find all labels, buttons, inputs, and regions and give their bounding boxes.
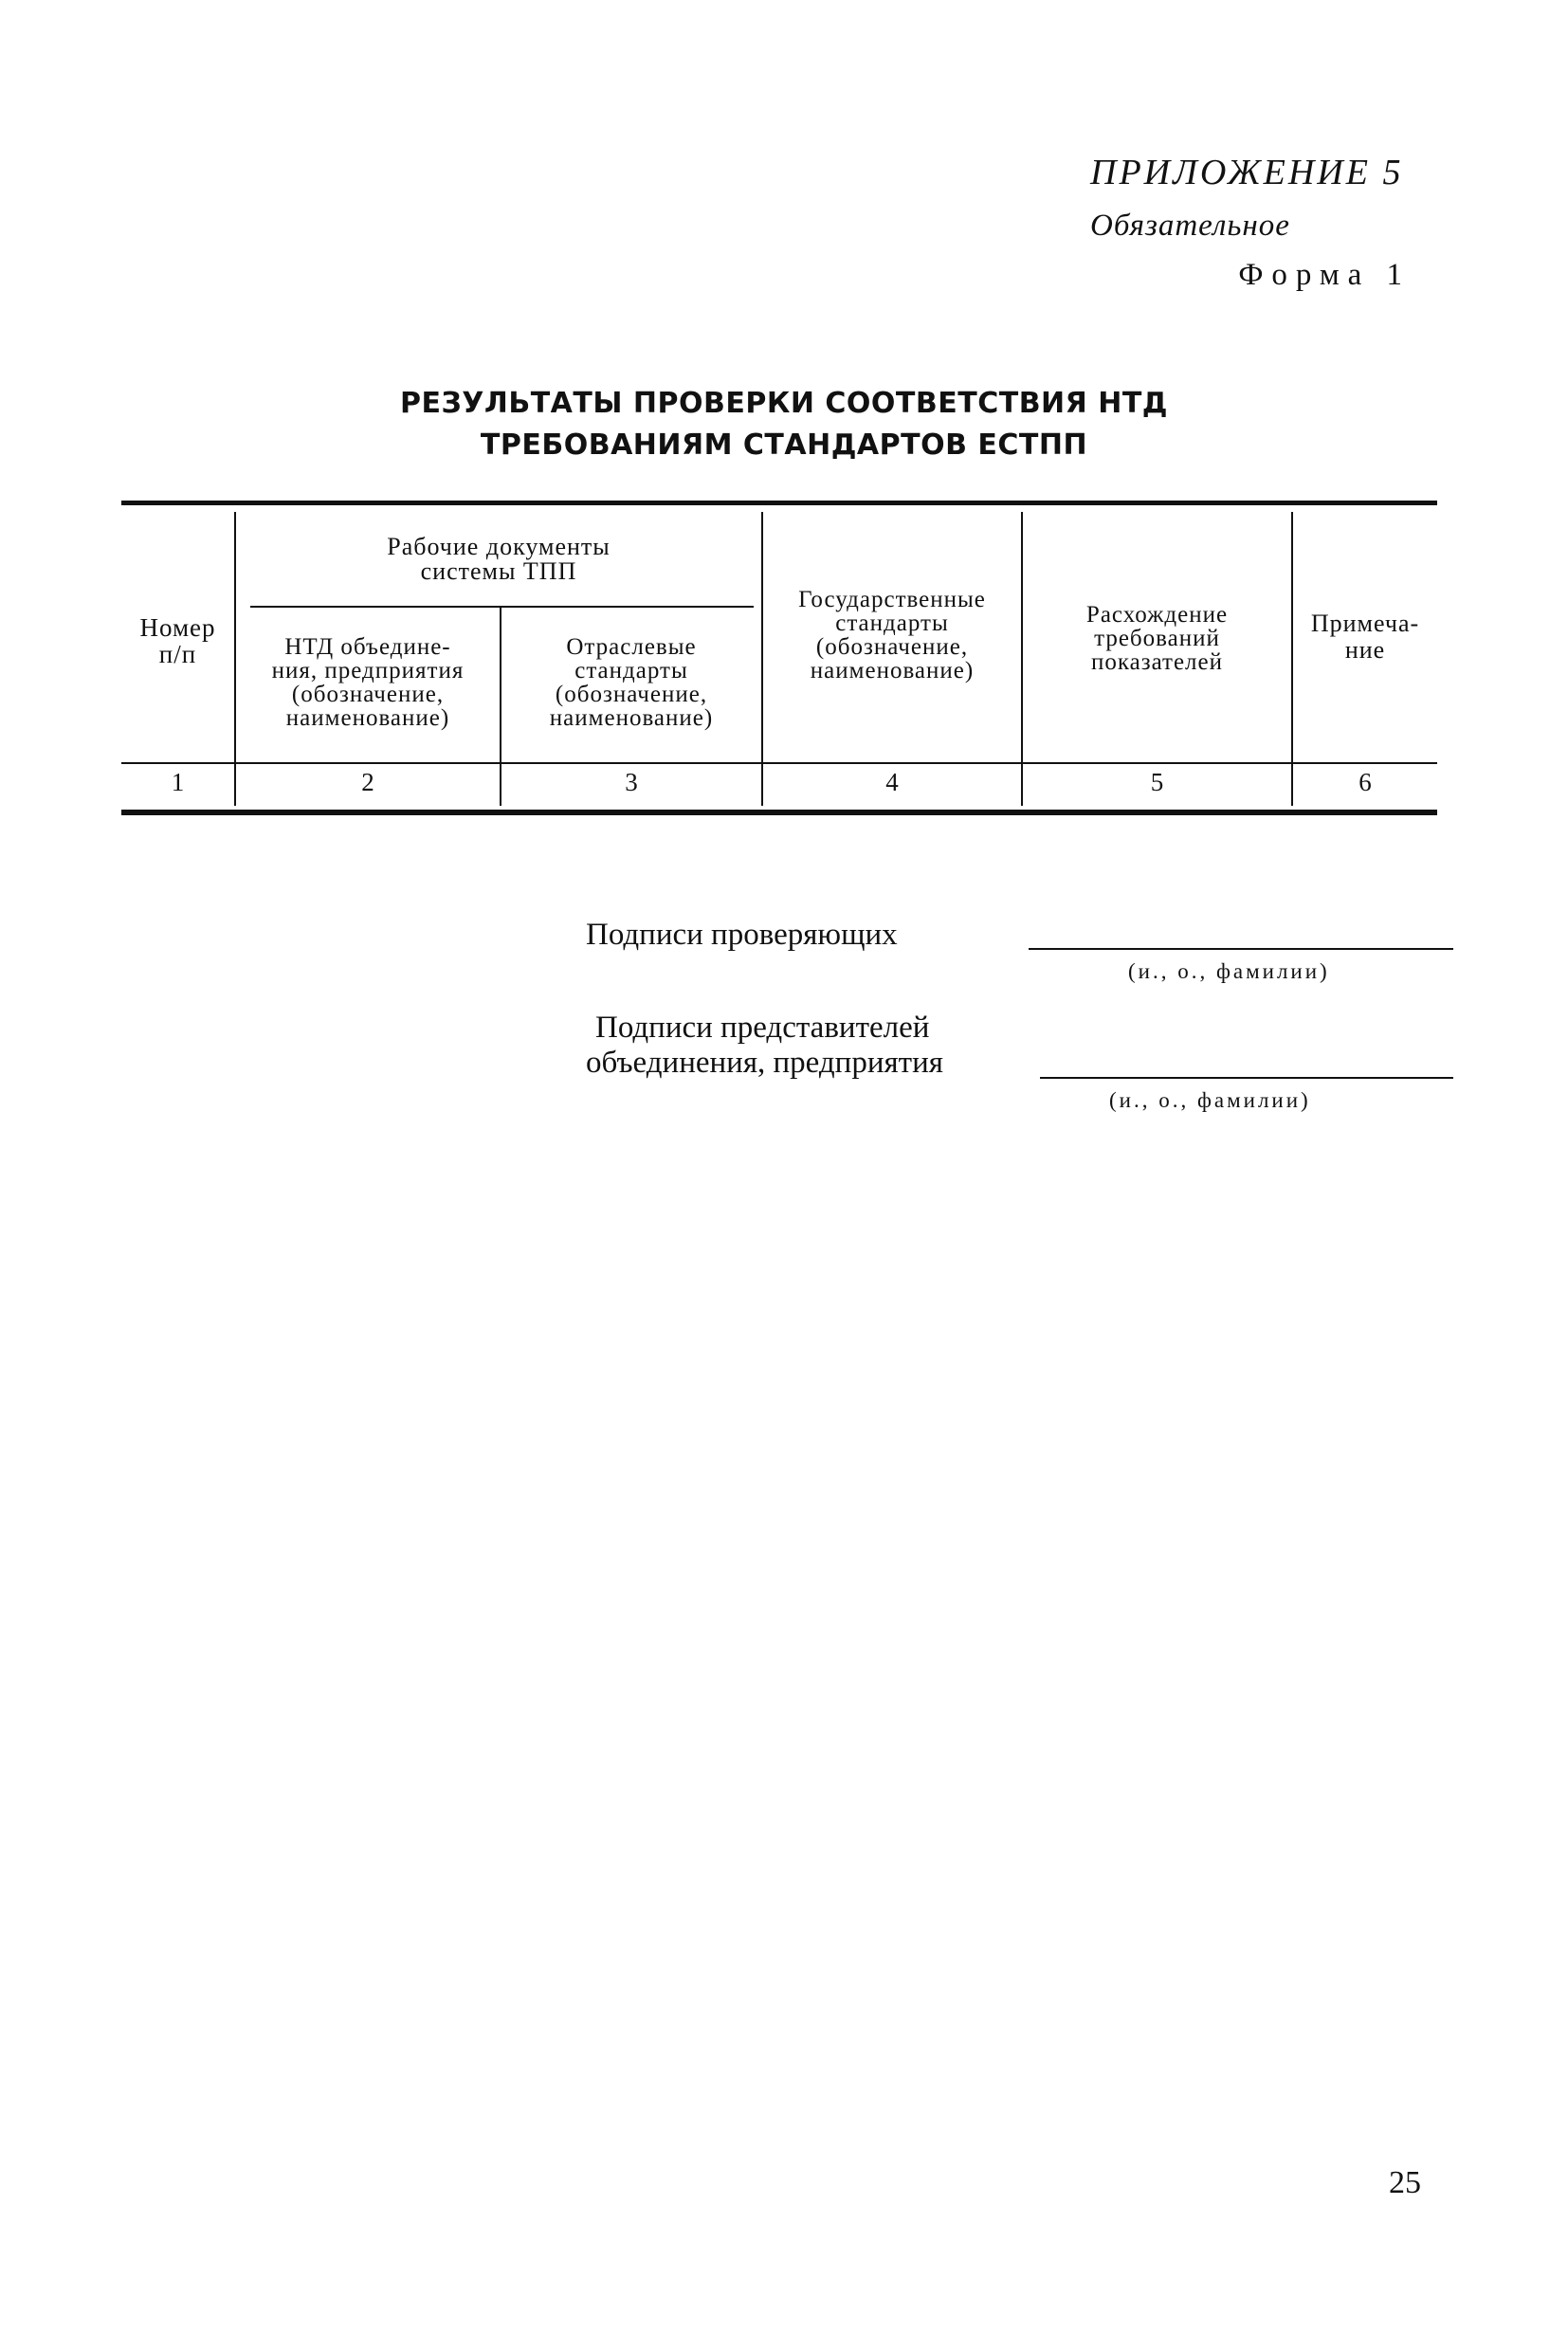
header-working-docs-line: Рабочие документы [387, 533, 611, 560]
header-industry-line: Отраслевые [566, 634, 697, 660]
header-note [1294, 611, 1436, 664]
table-top-rule [121, 501, 1437, 505]
header-bottom-rule [121, 762, 1437, 764]
form-label: Форма 1 [1238, 258, 1411, 292]
header-note-line: ние [1344, 636, 1386, 664]
header-working-docs [237, 535, 760, 584]
column-number-2: 2 [361, 768, 374, 796]
header-discrepancy [1024, 603, 1290, 674]
representatives-signature-label-line-1: Подписи представителей [595, 1011, 930, 1045]
header-industry-line: наименование) [549, 705, 714, 731]
column-divider-2 [500, 607, 501, 806]
header-ntd-line: наименование) [285, 705, 450, 731]
header-working-docs-line: системы ТПП [420, 557, 577, 585]
group-header-divider [250, 606, 754, 608]
header-ntd-line: НТД объедине- [284, 634, 451, 660]
header-state-standards [764, 588, 1020, 683]
header-discrepancy-line: требований [1094, 626, 1220, 651]
table-bottom-rule [121, 810, 1437, 815]
header-ntd-line: (обозначение, [291, 682, 445, 707]
header-ntd [237, 635, 499, 730]
column-number-5: 5 [1150, 768, 1164, 796]
header-discrepancy-line: Расхождение [1085, 602, 1229, 628]
header-state-line: наименование) [810, 658, 975, 683]
header-state-line: стандарты [835, 611, 949, 636]
header-state-line: Государственные [798, 587, 986, 612]
header-discrepancy-line: показателей [1090, 649, 1224, 675]
appendix-title: ПРИЛОЖЕНИЕ 5 [1090, 153, 1404, 192]
page-number: 25 [1389, 2165, 1421, 2200]
inspectors-signature-hint: (и., о., фамилии) [1128, 959, 1330, 983]
document-title-line-2: ТРЕБОВАНИЯМ СТАНДАРТОВ ЕСТПП [480, 428, 1088, 462]
column-number-6: 6 [1358, 768, 1372, 796]
header-state-line: (обозначение, [815, 634, 969, 660]
appendix-status: Обязательное [1090, 209, 1290, 243]
column-number-1: 1 [171, 768, 185, 796]
header-industry-line: (обозначение, [555, 682, 708, 707]
document-title-line-1: РЕЗУЛЬТАТЫ ПРОВЕРКИ СООТВЕТСТВИЯ НТД [400, 387, 1168, 420]
column-number-4: 4 [885, 768, 899, 796]
header-industry-line: стандарты [574, 658, 688, 683]
header-industry-standards [502, 635, 760, 730]
inspectors-signature-label: Подписи проверяющих [586, 918, 898, 952]
header-number-line: Номер [139, 613, 216, 642]
header-note-line: Примеча- [1310, 610, 1420, 637]
header-number-line: п/п [158, 640, 197, 668]
representatives-signature-hint: (и., о., фамилии) [1109, 1088, 1311, 1112]
header-number [123, 614, 232, 667]
column-number-3: 3 [625, 768, 638, 796]
representatives-signature-label-line-2: объединения, предприятия [586, 1046, 943, 1080]
inspectors-signature-line[interactable] [1029, 948, 1453, 950]
header-ntd-line: ния, предприятия [271, 658, 465, 683]
representatives-signature-line[interactable] [1040, 1077, 1453, 1079]
